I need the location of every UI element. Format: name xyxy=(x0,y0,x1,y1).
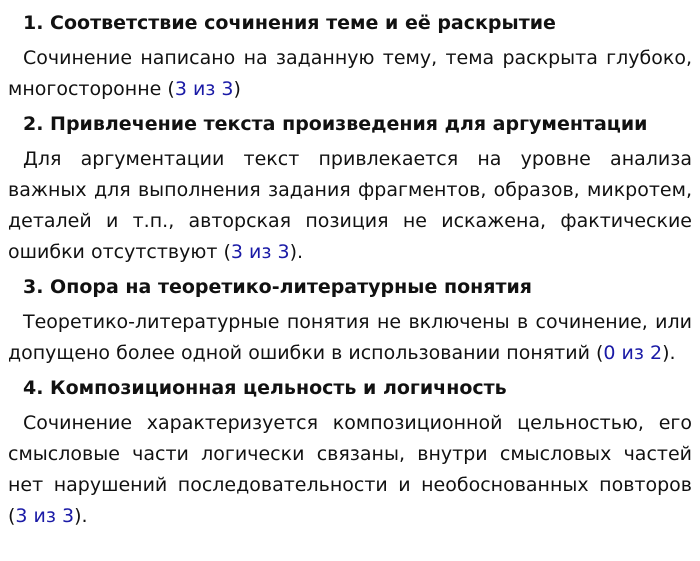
criterion-1-text-end: ) xyxy=(233,78,241,100)
criterion-1-description xyxy=(8,43,692,105)
criterion-4-description xyxy=(8,408,692,532)
criterion-2-text: Для аргументации текст привлекается на уровне анализа важных для выполнения задания фрагментов, образов, микротем, деталей и т.п., авторская позиция не искажена, фактические ошибки отсутствуют ( xyxy=(8,148,692,263)
criterion-4-title: 4. Композиционная цельность и логичность xyxy=(23,377,507,399)
criterion-2-score: 3 из 3 xyxy=(230,241,290,263)
criterion-3-score: 0 из 2 xyxy=(603,342,663,364)
criterion-3-text-end: ). xyxy=(662,342,676,364)
criterion-4-text-end: ). xyxy=(74,505,88,527)
criterion-2-text-end: ). xyxy=(289,241,304,263)
criterion-4-score: 3 из 3 xyxy=(15,505,75,527)
criterion-2-description xyxy=(8,144,692,268)
criterion-1-score: 3 из 3 xyxy=(174,78,234,100)
criterion-3-title: 3. Опора на теоретико-литературные понятия xyxy=(23,276,532,298)
criterion-2-title: 2. Привлечение текста произведения для аргументации xyxy=(23,113,648,135)
criterion-4-text: Сочинение характеризуется композиционной цельностью, его смысловые части логически связаны, внутри смысловых частей нет нарушений последовательности и необоснованных повторов ( xyxy=(8,412,692,527)
criterion-3-text: Теоретико-литературные понятия не включены в сочинение, или допущено более одной ошибки в использовании понятий ( xyxy=(8,311,692,364)
criterion-1-text: Сочинение написано на заданную тему, тема раскрыта глубоко, многосторонне ( xyxy=(8,47,692,100)
criterion-3-description xyxy=(8,307,692,369)
criterion-1-title: 1. Соответствие сочинения теме и её раскрытие xyxy=(23,12,556,34)
